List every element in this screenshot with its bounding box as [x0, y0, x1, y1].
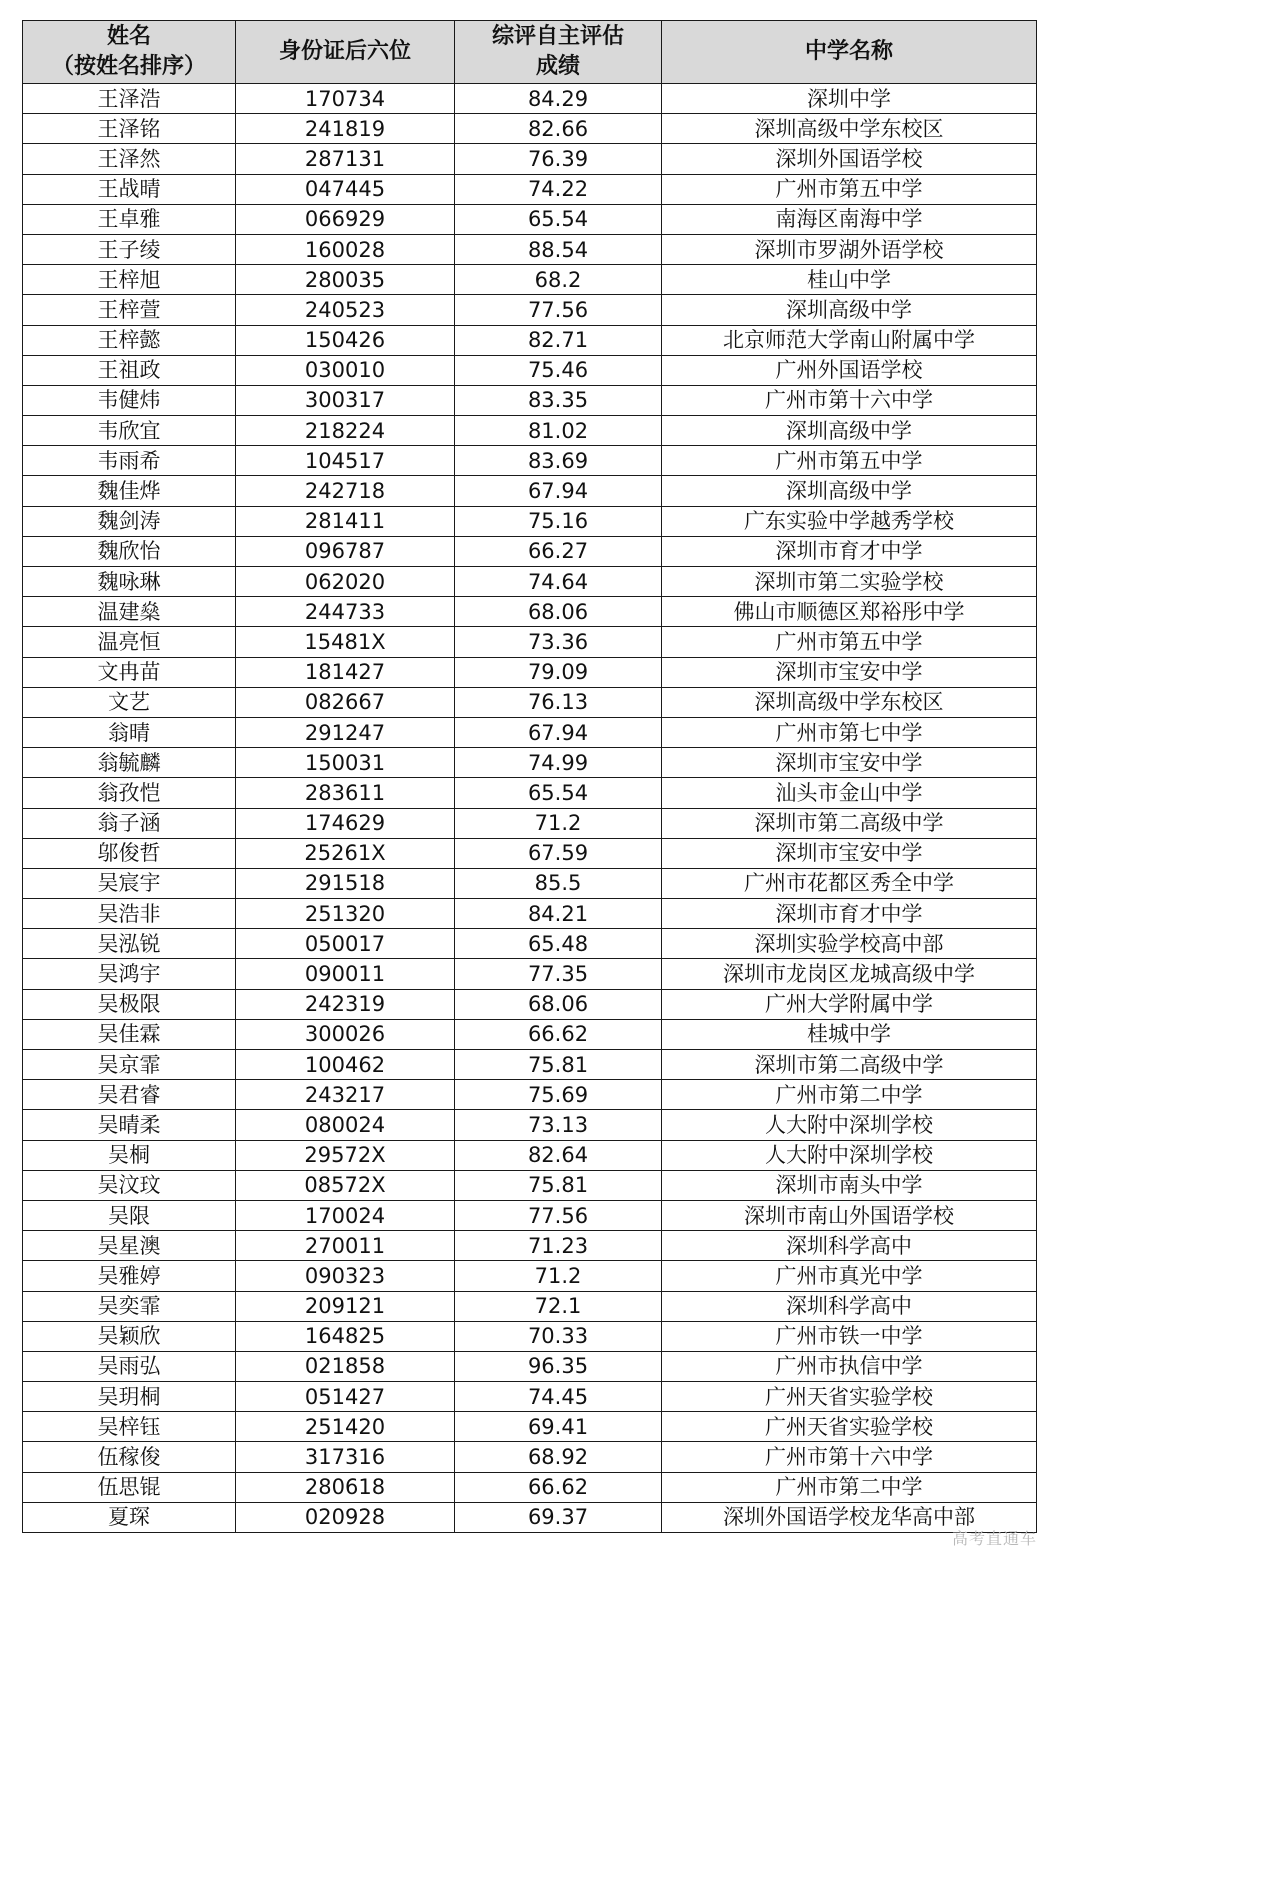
cell-school: 广州市执信中学	[662, 1351, 1037, 1381]
cell-name: 吴泓锐	[23, 929, 236, 959]
cell-id-last6: 300026	[236, 1019, 455, 1049]
cell-score: 69.41	[455, 1412, 662, 1442]
cell-score: 66.62	[455, 1019, 662, 1049]
cell-name: 翁子涵	[23, 808, 236, 838]
cell-score: 73.13	[455, 1110, 662, 1140]
header-name	[23, 21, 236, 84]
cell-school: 深圳科学高中	[662, 1291, 1037, 1321]
table-row	[23, 1050, 1037, 1080]
table-row	[23, 597, 1037, 627]
cell-id-last6: 164825	[236, 1321, 455, 1351]
table-row	[23, 476, 1037, 506]
cell-score: 75.16	[455, 506, 662, 536]
cell-id-last6: 082667	[236, 687, 455, 717]
cell-score: 74.99	[455, 748, 662, 778]
table-row	[23, 506, 1037, 536]
table-row	[23, 959, 1037, 989]
cell-name: 魏佳烨	[23, 476, 236, 506]
table-row	[23, 657, 1037, 687]
table-row	[23, 899, 1037, 929]
cell-school: 广州市真光中学	[662, 1261, 1037, 1291]
cell-id-last6: 08572X	[236, 1170, 455, 1200]
cell-id-last6: 020928	[236, 1502, 455, 1532]
cell-name: 王卓雅	[23, 204, 236, 234]
table-row	[23, 989, 1037, 1019]
cell-school: 深圳市南头中学	[662, 1170, 1037, 1200]
cell-name: 文冉苗	[23, 657, 236, 687]
cell-school: 广州市第五中学	[662, 174, 1037, 204]
cell-name: 吴玥桐	[23, 1382, 236, 1412]
cell-id-last6: 090323	[236, 1261, 455, 1291]
cell-score: 67.59	[455, 838, 662, 868]
cell-score: 71.2	[455, 808, 662, 838]
table-row	[23, 446, 1037, 476]
cell-name: 韦雨希	[23, 446, 236, 476]
cell-school: 深圳市宝安中学	[662, 657, 1037, 687]
table-row	[23, 1110, 1037, 1140]
cell-school: 深圳市龙岗区龙城高级中学	[662, 959, 1037, 989]
table-row	[23, 778, 1037, 808]
cell-id-last6: 29572X	[236, 1140, 455, 1170]
cell-name: 王泽然	[23, 144, 236, 174]
cell-school: 广州市第五中学	[662, 446, 1037, 476]
cell-school: 深圳市南山外国语学校	[662, 1200, 1037, 1230]
cell-name: 吴晴柔	[23, 1110, 236, 1140]
table-row	[23, 687, 1037, 717]
cell-name: 王祖政	[23, 355, 236, 385]
cell-name: 王梓萱	[23, 295, 236, 325]
table-row	[23, 1382, 1037, 1412]
cell-id-last6: 218224	[236, 416, 455, 446]
cell-name: 吴桐	[23, 1140, 236, 1170]
table-row	[23, 174, 1037, 204]
cell-school: 深圳外国语学校	[662, 144, 1037, 174]
cell-name: 文艺	[23, 687, 236, 717]
cell-school: 深圳实验学校高中部	[662, 929, 1037, 959]
table-row	[23, 748, 1037, 778]
cell-score: 68.2	[455, 265, 662, 295]
cell-school: 深圳科学高中	[662, 1231, 1037, 1261]
cell-id-last6: 251320	[236, 899, 455, 929]
cell-name: 韦欣宜	[23, 416, 236, 446]
table-row	[23, 385, 1037, 415]
cell-name: 魏咏琳	[23, 567, 236, 597]
header-score-line-1: 综评自主评估	[491, 24, 624, 49]
cell-school: 南海区南海中学	[662, 204, 1037, 234]
header-score	[455, 21, 662, 84]
table-row	[23, 1140, 1037, 1170]
cell-score: 75.69	[455, 1080, 662, 1110]
cell-score: 69.37	[455, 1502, 662, 1532]
table-row	[23, 808, 1037, 838]
cell-id-last6: 096787	[236, 536, 455, 566]
cell-id-last6: 280618	[236, 1472, 455, 1502]
cell-id-last6: 251420	[236, 1412, 455, 1442]
cell-school: 北京师范大学南山附属中学	[662, 325, 1037, 355]
table-row	[23, 1321, 1037, 1351]
cell-school: 广州市第十六中学	[662, 1442, 1037, 1472]
table-row	[23, 868, 1037, 898]
cell-school: 汕头市金山中学	[662, 778, 1037, 808]
cell-id-last6: 240523	[236, 295, 455, 325]
cell-id-last6: 174629	[236, 808, 455, 838]
cell-id-last6: 047445	[236, 174, 455, 204]
cell-score: 73.36	[455, 627, 662, 657]
cell-name: 王泽浩	[23, 84, 236, 114]
cell-id-last6: 170734	[236, 84, 455, 114]
table-row	[23, 627, 1037, 657]
cell-name: 吴汶玟	[23, 1170, 236, 1200]
cell-school: 佛山市顺德区郑裕彤中学	[662, 597, 1037, 627]
table-row	[23, 295, 1037, 325]
cell-score: 75.81	[455, 1050, 662, 1080]
cell-score: 67.94	[455, 476, 662, 506]
cell-school: 深圳市第二实验学校	[662, 567, 1037, 597]
cell-id-last6: 104517	[236, 446, 455, 476]
table-row	[23, 204, 1037, 234]
header-id-line-1: 身份证后六位	[278, 39, 411, 64]
cell-school: 广州外国语学校	[662, 355, 1037, 385]
cell-school: 人大附中深圳学校	[662, 1110, 1037, 1140]
cell-name: 吴极限	[23, 989, 236, 1019]
table-body	[23, 84, 1037, 1533]
table-row	[23, 84, 1037, 114]
cell-score: 81.02	[455, 416, 662, 446]
table-row	[23, 929, 1037, 959]
cell-id-last6: 062020	[236, 567, 455, 597]
cell-school: 深圳高级中学	[662, 416, 1037, 446]
cell-name: 吴奕霏	[23, 1291, 236, 1321]
cell-score: 66.27	[455, 536, 662, 566]
cell-id-last6: 281411	[236, 506, 455, 536]
table-row	[23, 717, 1037, 747]
cell-score: 75.46	[455, 355, 662, 385]
cell-school: 深圳市第二高级中学	[662, 808, 1037, 838]
table-row	[23, 1261, 1037, 1291]
cell-score: 74.64	[455, 567, 662, 597]
cell-score: 85.5	[455, 868, 662, 898]
cell-name: 王战晴	[23, 174, 236, 204]
cell-id-last6: 090011	[236, 959, 455, 989]
cell-name: 翁晴	[23, 717, 236, 747]
header-school	[662, 21, 1037, 84]
cell-id-last6: 15481X	[236, 627, 455, 657]
cell-score: 83.69	[455, 446, 662, 476]
cell-school: 桂山中学	[662, 265, 1037, 295]
table-row	[23, 1200, 1037, 1230]
cell-name: 吴颖欣	[23, 1321, 236, 1351]
cell-school: 桂城中学	[662, 1019, 1037, 1049]
cell-id-last6: 160028	[236, 234, 455, 264]
cell-name: 温建燊	[23, 597, 236, 627]
cell-name: 王泽铭	[23, 114, 236, 144]
table-row	[23, 1412, 1037, 1442]
cell-score: 79.09	[455, 657, 662, 687]
cell-id-last6: 209121	[236, 1291, 455, 1321]
cell-id-last6: 150426	[236, 325, 455, 355]
table-row	[23, 234, 1037, 264]
header-id-last6	[236, 21, 455, 84]
cell-school: 深圳中学	[662, 84, 1037, 114]
table-row	[23, 1019, 1037, 1049]
cell-name: 吴宸宇	[23, 868, 236, 898]
cell-score: 68.92	[455, 1442, 662, 1472]
cell-name: 伍稼俊	[23, 1442, 236, 1472]
cell-name: 魏欣怡	[23, 536, 236, 566]
cell-id-last6: 150031	[236, 748, 455, 778]
cell-school: 广州天省实验学校	[662, 1412, 1037, 1442]
cell-score: 76.39	[455, 144, 662, 174]
cell-id-last6: 050017	[236, 929, 455, 959]
cell-score: 96.35	[455, 1351, 662, 1381]
watermark-text: 高考直通车	[951, 1529, 1037, 1548]
cell-name: 王梓懿	[23, 325, 236, 355]
table-row	[23, 265, 1037, 295]
cell-id-last6: 241819	[236, 114, 455, 144]
header-name-line-1: 姓名	[106, 24, 151, 49]
cell-score: 71.23	[455, 1231, 662, 1261]
cell-school: 深圳高级中学	[662, 295, 1037, 325]
cell-school: 广东实验中学越秀学校	[662, 506, 1037, 536]
table-row	[23, 1170, 1037, 1200]
cell-score: 71.2	[455, 1261, 662, 1291]
cell-id-last6: 030010	[236, 355, 455, 385]
header-score-line-2: 成绩	[535, 54, 580, 79]
cell-name: 翁毓麟	[23, 748, 236, 778]
cell-score: 77.56	[455, 295, 662, 325]
cell-name: 夏琛	[23, 1502, 236, 1532]
cell-id-last6: 244733	[236, 597, 455, 627]
table-row	[23, 144, 1037, 174]
header-name-line-2: （按姓名排序）	[51, 54, 206, 79]
table-row	[23, 114, 1037, 144]
cell-name: 邬俊哲	[23, 838, 236, 868]
cell-id-last6: 051427	[236, 1382, 455, 1412]
cell-school: 深圳市育才中学	[662, 899, 1037, 929]
header-row	[23, 21, 1037, 84]
cell-name: 吴梓钰	[23, 1412, 236, 1442]
cell-school: 广州市第十六中学	[662, 385, 1037, 415]
table-row	[23, 355, 1037, 385]
cell-name: 温亮恒	[23, 627, 236, 657]
cell-school: 深圳高级中学	[662, 476, 1037, 506]
cell-school: 深圳市宝安中学	[662, 838, 1037, 868]
cell-school: 人大附中深圳学校	[662, 1140, 1037, 1170]
table-row	[23, 1351, 1037, 1381]
table-header	[23, 21, 1037, 84]
cell-school: 深圳高级中学东校区	[662, 114, 1037, 144]
cell-school: 深圳外国语学校龙华高中部	[662, 1502, 1037, 1532]
table-row	[23, 1472, 1037, 1502]
cell-school: 深圳市宝安中学	[662, 748, 1037, 778]
cell-school: 深圳高级中学东校区	[662, 687, 1037, 717]
cell-id-last6: 181427	[236, 657, 455, 687]
cell-id-last6: 317316	[236, 1442, 455, 1472]
cell-id-last6: 291518	[236, 868, 455, 898]
table-row	[23, 1442, 1037, 1472]
cell-id-last6: 243217	[236, 1080, 455, 1110]
cell-id-last6: 283611	[236, 778, 455, 808]
cell-score: 67.94	[455, 717, 662, 747]
cell-score: 66.62	[455, 1472, 662, 1502]
cell-school: 深圳市第二高级中学	[662, 1050, 1037, 1080]
cell-score: 84.29	[455, 84, 662, 114]
cell-id-last6: 287131	[236, 144, 455, 174]
cell-score: 65.48	[455, 929, 662, 959]
cell-id-last6: 280035	[236, 265, 455, 295]
cell-score: 82.66	[455, 114, 662, 144]
cell-id-last6: 25261X	[236, 838, 455, 868]
cell-school: 广州市花都区秀全中学	[662, 868, 1037, 898]
cell-name: 韦健炜	[23, 385, 236, 415]
cell-score: 74.45	[455, 1382, 662, 1412]
cell-name: 王梓旭	[23, 265, 236, 295]
table-row	[23, 325, 1037, 355]
table-row	[23, 416, 1037, 446]
student-score-table	[22, 20, 1037, 1533]
cell-name: 翁孜恺	[23, 778, 236, 808]
cell-score: 70.33	[455, 1321, 662, 1351]
cell-id-last6: 270011	[236, 1231, 455, 1261]
cell-score: 68.06	[455, 597, 662, 627]
cell-name: 吴限	[23, 1200, 236, 1230]
table-row	[23, 1080, 1037, 1110]
cell-id-last6: 300317	[236, 385, 455, 415]
cell-id-last6: 021858	[236, 1351, 455, 1381]
cell-score: 65.54	[455, 204, 662, 234]
cell-score: 84.21	[455, 899, 662, 929]
cell-score: 65.54	[455, 778, 662, 808]
cell-school: 深圳市罗湖外语学校	[662, 234, 1037, 264]
table-row	[23, 838, 1037, 868]
cell-id-last6: 100462	[236, 1050, 455, 1080]
cell-score: 77.35	[455, 959, 662, 989]
cell-school: 广州市第二中学	[662, 1472, 1037, 1502]
cell-name: 吴佳霖	[23, 1019, 236, 1049]
cell-name: 吴君睿	[23, 1080, 236, 1110]
cell-score: 82.71	[455, 325, 662, 355]
cell-name: 吴鸿宇	[23, 959, 236, 989]
cell-score: 72.1	[455, 1291, 662, 1321]
cell-id-last6: 242718	[236, 476, 455, 506]
cell-name: 王子绫	[23, 234, 236, 264]
cell-id-last6: 170024	[236, 1200, 455, 1230]
cell-score: 88.54	[455, 234, 662, 264]
cell-id-last6: 291247	[236, 717, 455, 747]
cell-school: 广州天省实验学校	[662, 1382, 1037, 1412]
cell-school: 广州大学附属中学	[662, 989, 1037, 1019]
cell-name: 吴星澳	[23, 1231, 236, 1261]
cell-score: 75.81	[455, 1170, 662, 1200]
table-row	[23, 536, 1037, 566]
cell-id-last6: 242319	[236, 989, 455, 1019]
cell-school: 广州市第二中学	[662, 1080, 1037, 1110]
table-row	[23, 1291, 1037, 1321]
cell-name: 吴雨弘	[23, 1351, 236, 1381]
cell-score: 76.13	[455, 687, 662, 717]
cell-name: 吴雅婷	[23, 1261, 236, 1291]
cell-score: 82.64	[455, 1140, 662, 1170]
cell-name: 魏剑涛	[23, 506, 236, 536]
cell-score: 74.22	[455, 174, 662, 204]
table-row	[23, 1502, 1037, 1532]
cell-school: 广州市铁一中学	[662, 1321, 1037, 1351]
cell-school: 广州市第五中学	[662, 627, 1037, 657]
cell-score: 68.06	[455, 989, 662, 1019]
cell-name: 吴浩非	[23, 899, 236, 929]
cell-score: 77.56	[455, 1200, 662, 1230]
cell-school: 深圳市育才中学	[662, 536, 1037, 566]
cell-name: 吴京霏	[23, 1050, 236, 1080]
cell-id-last6: 066929	[236, 204, 455, 234]
cell-id-last6: 080024	[236, 1110, 455, 1140]
table-row	[23, 1231, 1037, 1261]
cell-score: 83.35	[455, 385, 662, 415]
header-school-line-1: 中学名称	[804, 39, 893, 64]
cell-name: 伍思锟	[23, 1472, 236, 1502]
table-row	[23, 567, 1037, 597]
cell-school: 广州市第七中学	[662, 717, 1037, 747]
